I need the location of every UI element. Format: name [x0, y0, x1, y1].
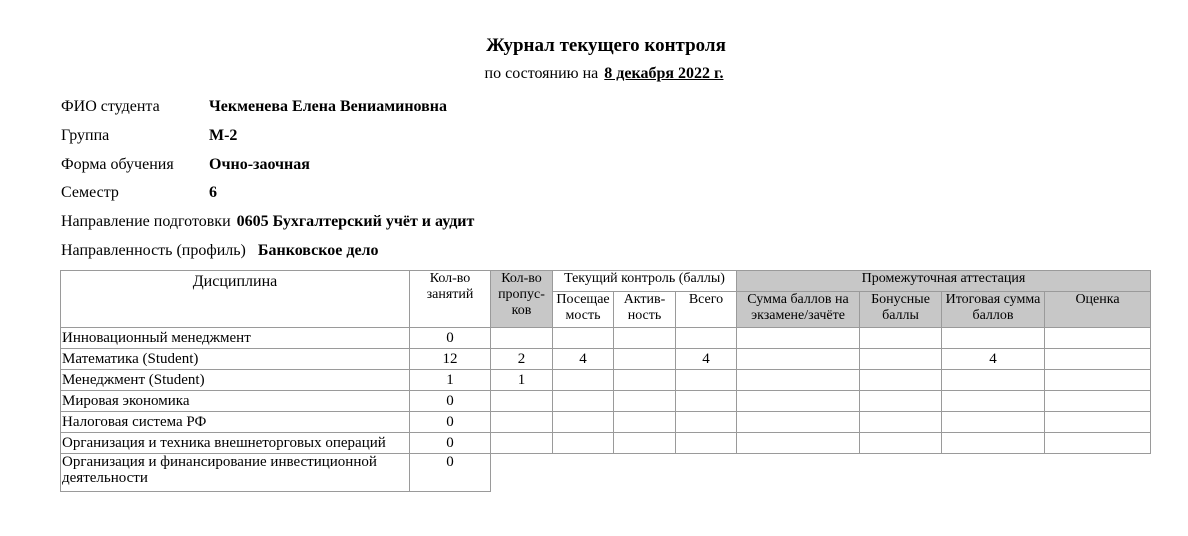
discipline-cell: Организация и финансирование инвестиционной деятельности: [61, 454, 410, 492]
fio-row: [61, 97, 447, 117]
attendance-cell: [553, 433, 614, 454]
direction-row: [61, 212, 474, 232]
activity-cell: [614, 349, 676, 370]
total-cell: [676, 412, 737, 433]
bonus-cell: [860, 391, 942, 412]
absences-cell: [491, 391, 553, 412]
grade-cell: [1045, 412, 1151, 433]
total-cell: 4: [676, 349, 737, 370]
direction-label: Направление подготовки: [61, 213, 231, 230]
final-sum-cell: [942, 412, 1045, 433]
header-activity: Актив-ность: [614, 292, 676, 328]
bonus-cell: [860, 454, 942, 492]
exam-sum-cell: [737, 433, 860, 454]
exam-sum-cell: [737, 412, 860, 433]
lessons-cell: 0: [410, 412, 491, 433]
activity-cell: [614, 391, 676, 412]
table-row: [61, 391, 1151, 412]
exam-sum-cell: [737, 349, 860, 370]
fio-label: ФИО студента: [61, 98, 160, 115]
final-sum-cell: [942, 454, 1045, 492]
profile-value: Банковское дело: [257, 242, 379, 259]
semester-row: [61, 183, 217, 203]
total-cell: [676, 433, 737, 454]
total-cell: [676, 454, 737, 492]
semester-label: Семестр: [61, 184, 119, 201]
discipline-cell: Организация и техника внешнеторговых операций: [61, 433, 410, 454]
table-row: [61, 328, 1151, 349]
header-grade: Оценка: [1045, 292, 1151, 328]
attendance-cell: 4: [553, 349, 614, 370]
lessons-cell: 0: [410, 328, 491, 349]
table-row: [61, 412, 1151, 433]
page-subtitle: [0, 64, 1188, 84]
group-value: М-2: [209, 127, 238, 144]
exam-sum-cell: [737, 370, 860, 391]
grade-cell: [1045, 349, 1151, 370]
exam-sum-cell: [737, 328, 860, 349]
final-sum-cell: [942, 433, 1045, 454]
group-label: Группа: [61, 127, 110, 144]
table-row: [61, 349, 1151, 370]
header-final-sum: Итоговая сумма баллов: [942, 292, 1045, 328]
final-sum-cell: 4: [942, 349, 1045, 370]
header-bonus: Бонусные баллы: [860, 292, 942, 328]
activity-cell: [614, 433, 676, 454]
table-row: [61, 370, 1151, 391]
page-title: Журнал текущего контроля: [486, 35, 726, 56]
lessons-cell: 0: [410, 454, 491, 492]
direction-value: 0605 Бухгалтерский учёт и аудит: [236, 213, 475, 230]
attendance-cell: [553, 454, 614, 492]
profile-label: Направленность (профиль): [61, 242, 246, 259]
attendance-cell: [553, 412, 614, 433]
discipline-cell: Налоговая система РФ: [61, 412, 410, 433]
absences-cell: [491, 433, 553, 454]
total-cell: [676, 370, 737, 391]
lessons-cell: 12: [410, 349, 491, 370]
exam-sum-cell: [737, 391, 860, 412]
fio-value: Чекменева Елена Вениаминовна: [209, 98, 447, 115]
final-sum-cell: [942, 370, 1045, 391]
grade-cell: [1045, 370, 1151, 391]
attendance-cell: [553, 328, 614, 349]
header-lessons: Кол-во занятий: [410, 271, 491, 328]
lessons-cell: 1: [410, 370, 491, 391]
bonus-cell: [860, 328, 942, 349]
grade-cell: [1045, 433, 1151, 454]
discipline-cell: Инновационный менеджмент: [61, 328, 410, 349]
grade-cell: [1045, 391, 1151, 412]
header-absences: Кол-во пропус-ков: [491, 271, 553, 328]
discipline-cell: Математика (Student): [61, 349, 410, 370]
attendance-cell: [553, 370, 614, 391]
group-row: [61, 126, 237, 146]
lessons-cell: 0: [410, 433, 491, 454]
absences-cell: [491, 328, 553, 349]
activity-cell: [614, 454, 676, 492]
discipline-cell: Менеджмент (Student): [61, 370, 410, 391]
total-cell: [676, 328, 737, 349]
header-intermediate: Промежуточная аттестация: [737, 271, 1151, 292]
activity-cell: [614, 370, 676, 391]
absences-cell: [491, 454, 553, 492]
table-row: [61, 433, 1151, 454]
header-current-control: Текущий контроль (баллы): [553, 271, 737, 292]
bonus-cell: [860, 370, 942, 391]
exam-sum-cell: [737, 454, 860, 492]
discipline-cell: Мировая экономика: [61, 391, 410, 412]
final-sum-cell: [942, 328, 1045, 349]
attendance-cell: [553, 391, 614, 412]
final-sum-cell: [942, 391, 1045, 412]
form-value: Очно-заочная: [209, 156, 310, 173]
absences-cell: 1: [491, 370, 553, 391]
activity-cell: [614, 412, 676, 433]
absences-cell: 2: [491, 349, 553, 370]
header-exam-sum: Сумма баллов на экзамене/зачёте: [737, 292, 860, 328]
subtitle-prefix: по состоянию на: [484, 65, 599, 82]
form-label: Форма обучения: [61, 156, 174, 173]
form-row: [61, 155, 310, 175]
header-total: Всего: [676, 292, 737, 328]
header-attendance: Посещае мость: [553, 292, 614, 328]
bonus-cell: [860, 412, 942, 433]
grade-cell: [1045, 328, 1151, 349]
grade-cell: [1045, 454, 1151, 492]
bonus-cell: [860, 349, 942, 370]
bonus-cell: [860, 433, 942, 454]
total-cell: [676, 391, 737, 412]
report-date: 8 декабря 2022 г.: [604, 65, 724, 82]
header-discipline: Дисциплина: [61, 271, 410, 328]
header-row-1: [61, 271, 1151, 292]
semester-value: 6: [209, 184, 217, 201]
control-journal-table: [60, 270, 1151, 492]
lessons-cell: 0: [410, 391, 491, 412]
profile-row: [61, 241, 379, 261]
absences-cell: [491, 412, 553, 433]
activity-cell: [614, 328, 676, 349]
table-row: [61, 454, 1151, 492]
